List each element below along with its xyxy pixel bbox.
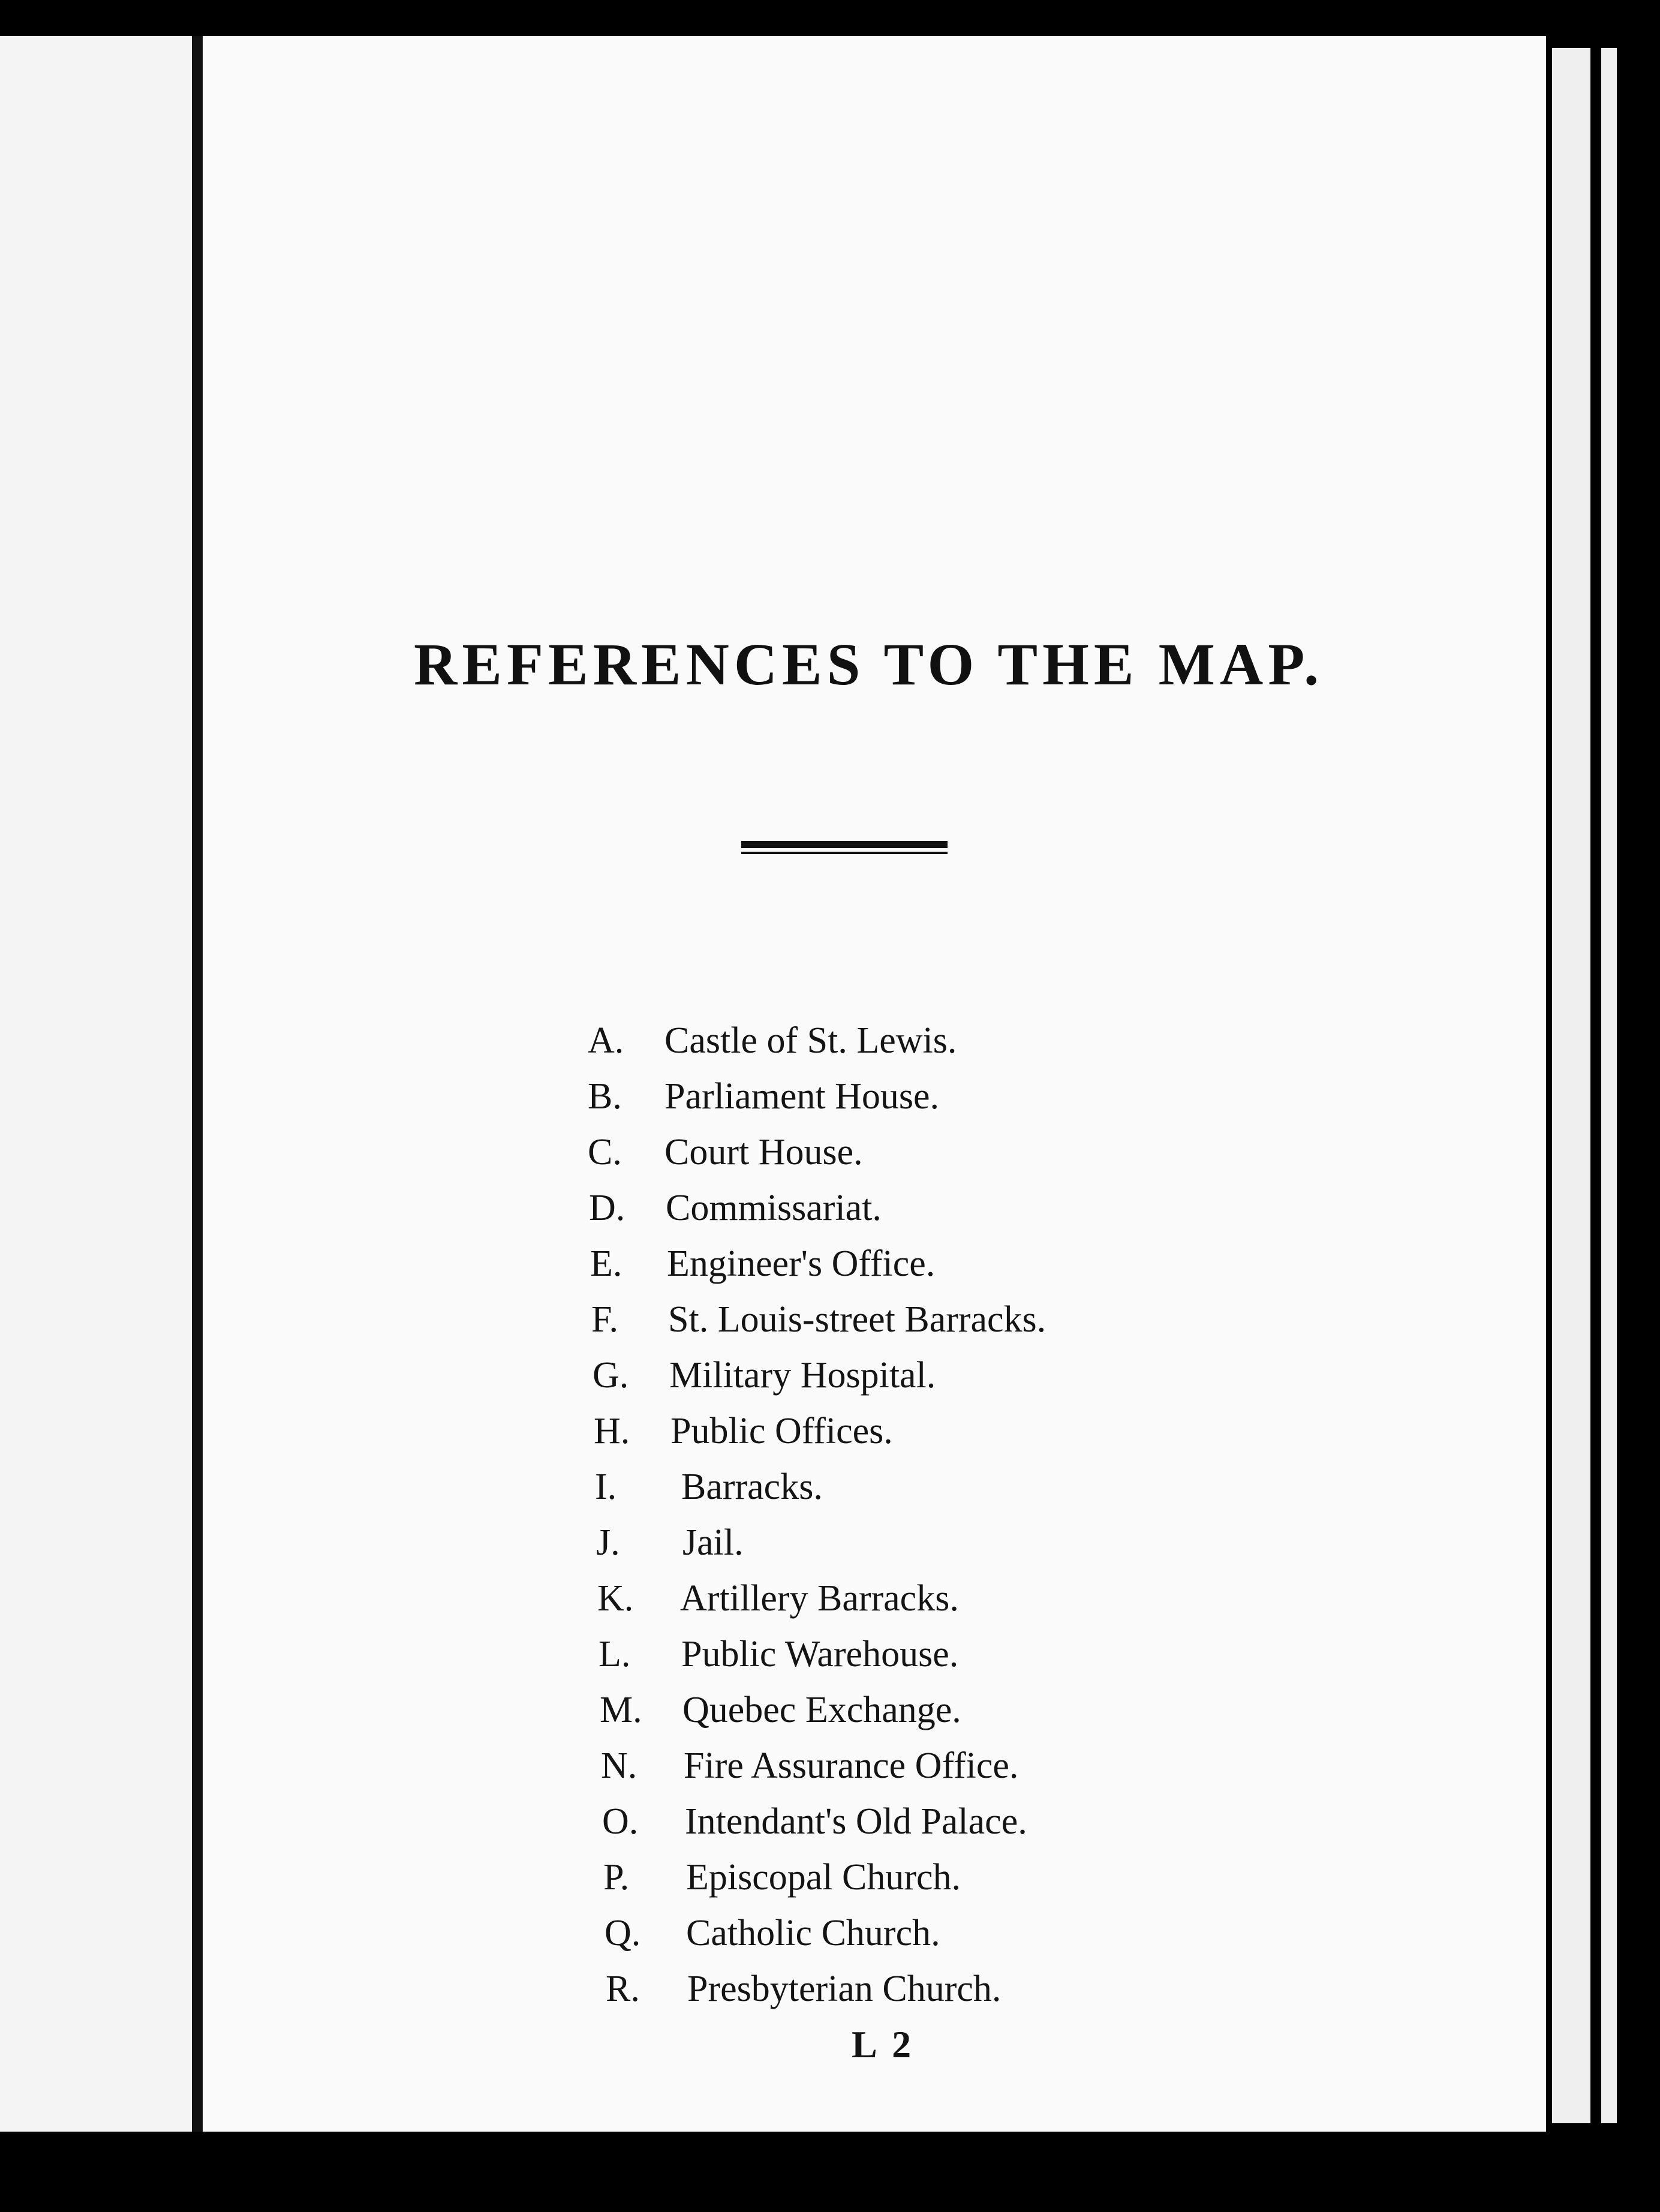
reference-key: O. <box>602 1801 639 1842</box>
reference-name: Jail. <box>682 1522 744 1563</box>
reference-list <box>588 1020 1247 2024</box>
reference-key: F. <box>591 1299 619 1340</box>
reference-name: Fire Assurance Office. <box>684 1745 1019 1786</box>
page-edge-strip <box>1552 48 1590 2123</box>
reference-name: Catholic Church. <box>686 1913 940 1953</box>
reference-key: G. <box>593 1355 629 1396</box>
reference-name: Artillery Barracks. <box>680 1578 959 1619</box>
reference-key: R. <box>606 1968 640 2009</box>
reference-item <box>588 1354 1247 1410</box>
reference-item <box>588 1801 1247 1856</box>
reference-key: H. <box>594 1411 630 1451</box>
reference-name: St. Louis-street Barracks. <box>668 1299 1046 1340</box>
reference-item <box>588 1577 1247 1633</box>
reference-name: Barracks. <box>681 1466 823 1507</box>
reference-item <box>588 1299 1247 1354</box>
reference-name: Engineer's Office. <box>667 1243 936 1284</box>
reference-item <box>588 1131 1247 1187</box>
reference-item <box>588 1466 1247 1522</box>
reference-item <box>588 1522 1247 1577</box>
reference-item <box>588 1689 1247 1745</box>
binding-gutter <box>192 36 203 2132</box>
reference-key: M. <box>600 1690 642 1730</box>
reference-name: Quebec Exchange. <box>682 1690 961 1730</box>
reference-name: Presbyterian Church. <box>687 1968 1002 2009</box>
reference-name: Castle of St. Lewis. <box>664 1020 957 1061</box>
reference-name: Episcopal Church. <box>686 1857 961 1898</box>
reference-name: Military Hospital. <box>669 1355 936 1396</box>
reference-item <box>588 1187 1247 1243</box>
signature-mark: L 2 <box>852 2023 915 2066</box>
reference-key: K. <box>597 1578 634 1619</box>
reference-key: C. <box>588 1132 622 1173</box>
page-edge-strip <box>1601 48 1617 2123</box>
facing-page-edge <box>0 36 192 2132</box>
reference-item <box>588 1856 1247 1912</box>
reference-name: Parliament House. <box>664 1076 940 1117</box>
reference-key: A. <box>588 1020 624 1061</box>
reference-item <box>588 1020 1247 1075</box>
page-heading: REFERENCES TO THE MAP. <box>414 631 1324 698</box>
reference-name: Intendant's Old Palace. <box>685 1801 1027 1842</box>
reference-item <box>588 1745 1247 1801</box>
reference-name: Public Warehouse. <box>681 1634 959 1675</box>
heading-rule <box>741 841 948 848</box>
reference-key: E. <box>590 1243 622 1284</box>
reference-item <box>588 1243 1247 1299</box>
reference-name: Court House. <box>664 1132 863 1173</box>
reference-name: Commissariat. <box>666 1188 882 1228</box>
heading-rule-thin <box>741 852 948 854</box>
reference-key: N. <box>601 1745 637 1786</box>
reference-key: I. <box>595 1466 617 1507</box>
reference-key: Q. <box>605 1913 641 1953</box>
reference-item <box>588 1410 1247 1466</box>
reference-item <box>588 1912 1247 1968</box>
reference-key: D. <box>589 1188 625 1228</box>
reference-item <box>588 1968 1247 2024</box>
reference-key: L. <box>599 1634 631 1675</box>
reference-key: B. <box>588 1076 622 1117</box>
reference-item <box>588 1075 1247 1131</box>
reference-key: J. <box>596 1522 620 1563</box>
reference-key: P. <box>603 1857 630 1898</box>
reference-item <box>588 1633 1247 1689</box>
reference-name: Public Offices. <box>670 1411 893 1451</box>
